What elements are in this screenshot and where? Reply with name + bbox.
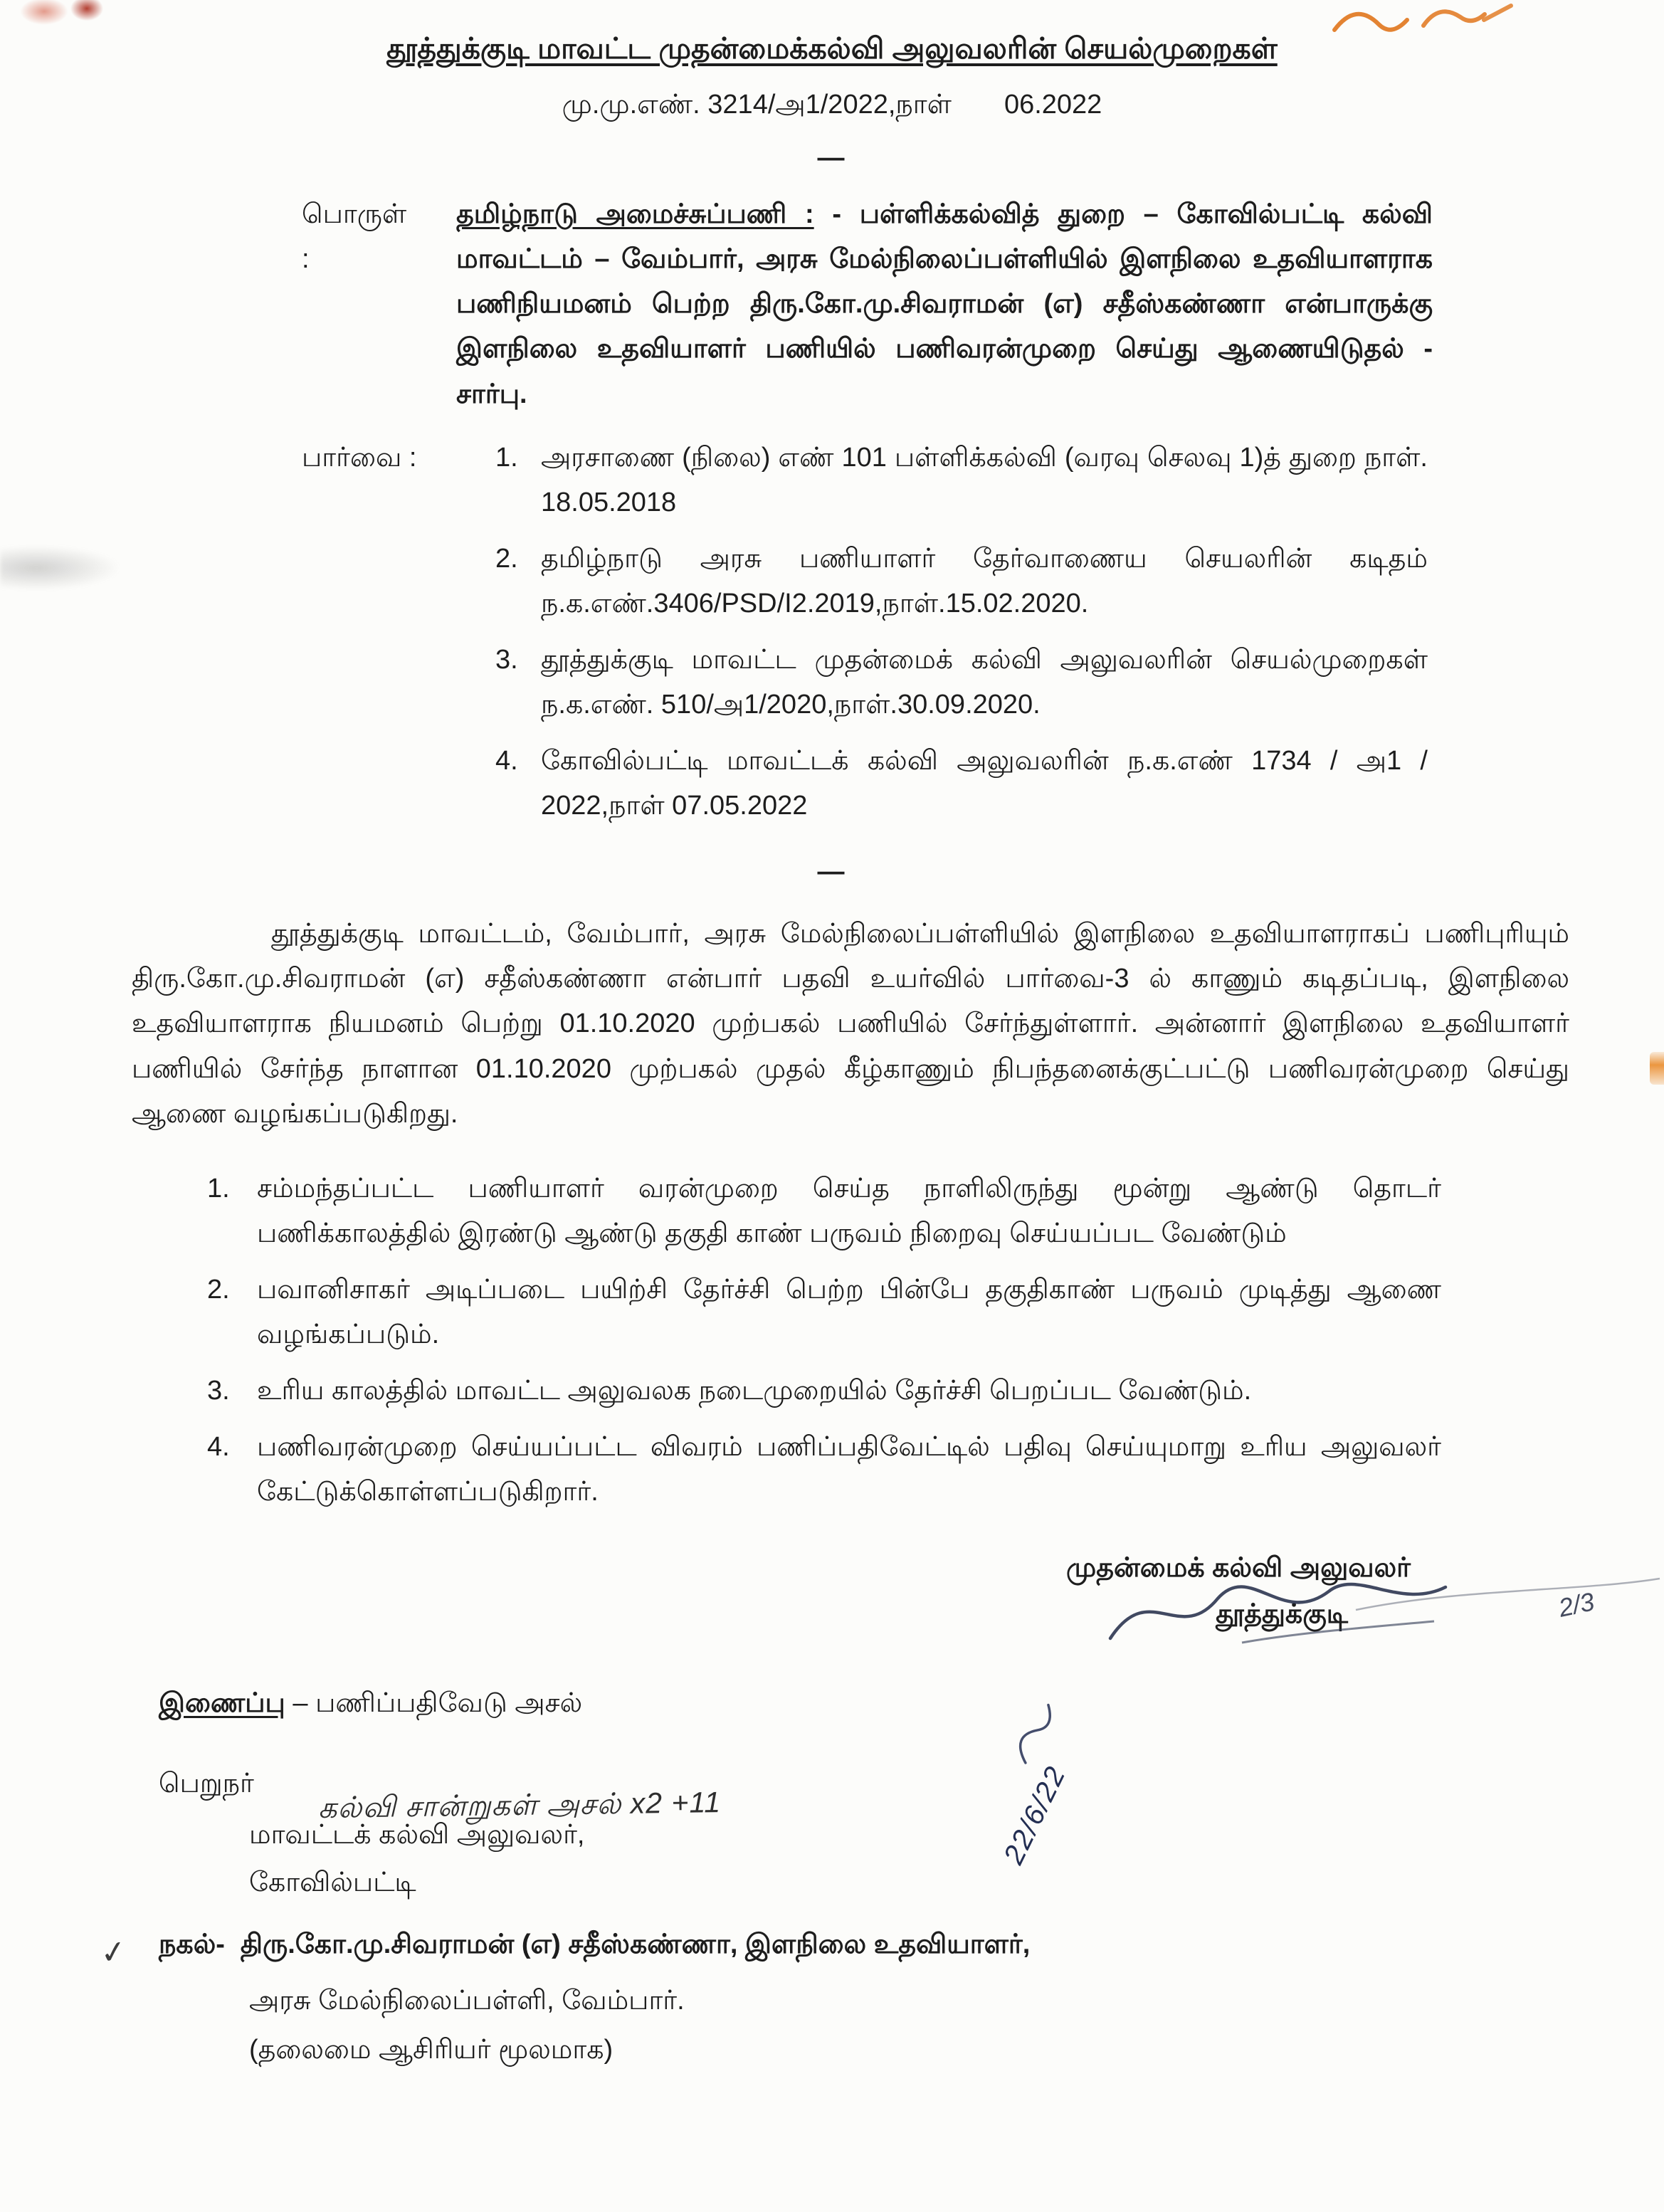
copy-line: திரு.கோ.மு.சிவராமன் (எ) சதீஸ்கண்ணா, இளநிலை உதவியாளர், [240,1929,1031,1959]
scan-artifact-right-edge [1650,1052,1664,1085]
condition-text: பவானிசாகர் அடிப்படை பயிற்சி தேர்ச்சி பெற்ற பின்பே தகுதிகாண் பருவம் முடித்து ஆணை வழங்கப்படும். [257,1274,1441,1349]
reference-item-text: அரசாணை (நிலை) எண் 101 பள்ளிக்கல்வி (வரவு செலவு 1)த் துறை நாள். 18.05.2018 [541,442,1428,517]
condition-text: பணிவரன்முறை செய்யப்பட்ட விவரம் பணிப்பதிவேட்டில் பதிவு செய்யுமாறு உரிய அலுவலர் கேட்டுக்கொள்ளப்படுகிறார். [257,1432,1441,1507]
reference-date: 06.2022 [1004,90,1102,120]
subject-heading: தமிழ்நாடு அமைச்சுப்பணி : [456,199,814,230]
enclosure-label: இணைப்பு [159,1688,285,1719]
condition-number: 1. [207,1173,230,1204]
separator-dash-middle: — [817,857,847,888]
footer [98,1681,1664,2073]
reference-number: மு.மு.எண். 3214/அ1/2022,நாள் [562,90,952,120]
condition-number: 2. [207,1274,230,1305]
body-paragraph: தூத்துக்குடி மாவட்டம், வேம்பார், அரசு மேல்நிலைப்பள்ளியில் இளநிலை உதவியாளராகப் பணிபுரியும் திரு.கோ.மு.சிவராமன் (எ) சதீஸ்கண்ணா என்பார் பதவி உயர்வில் பார்வை-3 ல் காணும் கடிதப்படி, இளநிலை உதவியாளராக நியமனம் பெற்று 01.10.2020 முற்பகல் பணியில் சேர்ந்துள்ளார். அன்னார் இளநிலை உதவியாளர் பணியில் சேர்ந்த நாளான 01.10.2020 முற்பகல் முதல் கீழ்காணும் நிபந்தனைக்குட்பட்டு பணிவரன்முறை செய்து ஆணை வழங்கப்படுகிறது. [132,919,1569,1129]
copy-line: (தலைமை ஆசிரியர் மூலமாக) [249,2034,614,2065]
condition-item [207,1369,1441,1413]
reference-item [495,537,1428,626]
reference-label: பார்வை : [302,442,417,473]
reference-item [495,739,1428,828]
pen-stroke-tail [1352,1566,1664,1623]
condition-item [207,1166,1441,1256]
recipient-line: கோவில்பட்டி [249,1867,416,1897]
reference-item-text: தமிழ்நாடு அரசு பணியாளர் தேர்வாணைய செயலரின் கடிதம் ந.க.எண்.3406/PSD/I2.2019,நாள்.15.02.2020. [541,543,1428,618]
condition-item [207,1268,1441,1357]
reference-item-number: 3. [495,644,518,675]
reference-number-line [0,83,1664,127]
enclosure-text: – பணிப்பதிவேடு அசல் [293,1688,583,1719]
recipient-line: மாவட்டக் கல்வி அலுவலர், [249,1819,585,1850]
reference-item [495,436,1428,525]
enclosure-line [159,1681,1664,1726]
subject-label [302,192,456,416]
reference-item-number: 2. [495,543,518,574]
copy-line: அரசு மேல்நிலைப்பள்ளி, வேம்பார். [249,1985,685,2016]
scan-artifact-orange-scribble [1324,0,1516,44]
document-title: தூத்துக்குடி மாவட்ட முதன்மைக்கல்வி அலுவலரின் செயல்முறைகள் [386,32,1278,65]
separator-dash-top: — [817,143,847,174]
checkmark-icon: ✓ [98,1933,130,1972]
scan-artifact-left-smudge [0,545,121,591]
condition-number: 3. [207,1376,230,1406]
subject-body: - பள்ளிக்கல்வித் துறை – கோவில்பட்டி கல்வி மாவட்டம் – வேம்பார், அரசு மேல்நிலைப்பள்ளியில் இளநிலை உதவியாளராக பணிநியமனம் பெற்ற திரு.கோ.மு.சிவராமன் (எ) சதீஸ்கண்ணா என்பாருக்கு இளநிலை உதவியாளர் பணியில் பணிவரன்முறை செய்து ஆணையிடுதல் - சார்பு. [456,199,1433,409]
copy-label: நகல்- [159,1929,225,1959]
subject-section [0,192,1664,416]
copy-row [98,1922,1664,1972]
conditions-list [207,1166,1441,1515]
subject-text [456,192,1433,416]
subject-label-text: பொருள் [302,199,407,230]
reference-item-number: 4. [495,746,518,776]
scan-artifact-red-blob [16,0,122,34]
signature-place: தூத்துக்குடி [1216,1599,1348,1630]
reference-item-number: 1. [495,442,518,473]
subject-colon: : [302,244,310,275]
handwritten-date: 22/6/22 [997,1761,1073,1870]
condition-item [207,1425,1441,1515]
condition-text: உரிய காலத்தில் மாவட்ட அலுவலக நடைமுறையில் தேர்ச்சி பெறப்பட வேண்டும். [257,1376,1252,1406]
condition-text: சம்மந்தப்பட்ட பணியாளர் வரன்முறை செய்த நாளிலிருந்து மூன்று ஆண்டு தொடர் பணிக்காலத்தில் இரண்டு ஆண்டு தகுதி காண் பருவம் நிறைவு செய்யப்பட வேண்டும் [257,1173,1441,1248]
condition-number: 4. [207,1432,230,1463]
recipient-label: பெறுநர் [159,1769,254,1799]
reference-item-text: தூத்துக்குடி மாவட்ட முதன்மைக் கல்வி அலுவலரின் செயல்முறைகள் ந.க.எண். 510/அ1/2020,நாள்.30.09.2020. [541,644,1428,720]
signature-designation: முதன்மைக் கல்வி அலுவலர் [1066,1553,1411,1584]
handwritten-mark: 2/3 [1556,1586,1597,1623]
reference-item-text: கோவில்பட்டி மாவட்டக் கல்வி அலுவலரின் ந.க.எண் 1734 / அ1 / 2022,நாள் 07.05.2022 [541,746,1428,821]
reference-list [495,436,1428,841]
handwritten-note: கல்வி சான்றுகள் அசல் x2 +11 [317,1786,722,1824]
reference-item [495,638,1428,727]
reference-section [0,436,1664,841]
